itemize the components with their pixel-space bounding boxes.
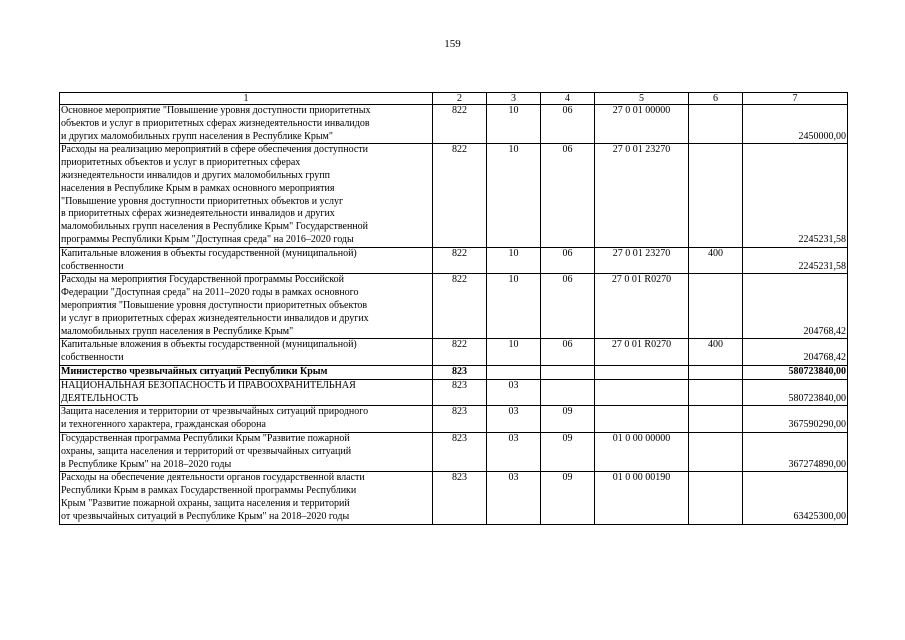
amount-cell: 580723840,00 — [743, 365, 848, 379]
amount-cell: 2245231,58 — [743, 144, 848, 247]
ministry-code-cell: 822 — [433, 247, 487, 274]
header-cell: 7 — [743, 93, 848, 105]
target-article-cell — [595, 379, 689, 406]
amount-cell: 63425300,00 — [743, 472, 848, 524]
subsection-cell: 06 — [541, 274, 595, 339]
target-article-cell: 27 0 01 R0270 — [595, 274, 689, 339]
section-cell: 03 — [487, 379, 541, 406]
expense-type-cell — [689, 432, 743, 471]
subsection-cell: 09 — [541, 432, 595, 471]
header-cell: 6 — [689, 93, 743, 105]
header-cell: 4 — [541, 93, 595, 105]
table-row — [60, 105, 848, 144]
table-row — [60, 144, 848, 247]
row-name-cell: Расходы на реализацию мероприятий в сфере обеспечения доступности приоритетных объектов и услуг в приоритетных сферах жизнедеятельности инвалидов и других маломобильных групп населения в Республике Крым в рамках основного мероприятия "Повышение уровня доступности приоритетных объектов и услуг в приоритетных сферах жизнедеятельности инвалидов и других маломобильных групп населения в Республике Крым" Государственной программы Республики Крым "Доступная среда" на 2016–2020 годы — [60, 144, 433, 247]
table-row — [60, 379, 848, 406]
row-name-cell: Министерство чрезвычайных ситуаций Республики Крым — [60, 365, 433, 379]
subsection-cell — [541, 379, 595, 406]
table-row — [60, 339, 848, 366]
section-cell: 10 — [487, 274, 541, 339]
table-row — [60, 406, 848, 433]
subsection-cell: 06 — [541, 144, 595, 247]
header-cell: 1 — [60, 93, 433, 105]
subsection-cell: 06 — [541, 105, 595, 144]
subsection-cell: 06 — [541, 247, 595, 274]
header-cell: 3 — [487, 93, 541, 105]
table-row — [60, 274, 848, 339]
table-row — [60, 365, 848, 379]
page-number: 159 — [444, 38, 461, 50]
row-name-cell: Государственная программа Республики Крым "Развитие пожарной охраны, защита населения и территорий от чрезвычайных ситуаций в Республике Крым" на 2018–2020 годы — [60, 432, 433, 471]
section-cell: 10 — [487, 105, 541, 144]
section-cell: 03 — [487, 432, 541, 471]
ministry-code-cell: 823 — [433, 472, 487, 524]
section-cell: 03 — [487, 406, 541, 433]
amount-cell: 2450000,00 — [743, 105, 848, 144]
subsection-cell: 06 — [541, 339, 595, 366]
ministry-code-cell: 823 — [433, 432, 487, 471]
expense-type-cell — [689, 105, 743, 144]
target-article-cell: 27 0 01 23270 — [595, 247, 689, 274]
ministry-code-cell: 823 — [433, 406, 487, 433]
target-article-cell: 01 0 00 00190 — [595, 472, 689, 524]
expense-type-cell — [689, 365, 743, 379]
expense-type-cell — [689, 274, 743, 339]
section-cell — [487, 365, 541, 379]
row-name-cell: Основное мероприятие "Повышение уровня доступности приоритетных объектов и услуг в приоритетных сферах жизнедеятельности инвалидов и других маломобильных групп населения в Республике Крым" — [60, 105, 433, 144]
row-name-cell: НАЦИОНАЛЬНАЯ БЕЗОПАСНОСТЬ И ПРАВООХРАНИТЕЛЬНАЯ ДЕЯТЕЛЬНОСТЬ — [60, 379, 433, 406]
ministry-code-cell: 823 — [433, 379, 487, 406]
ministry-code-cell: 822 — [433, 105, 487, 144]
subsection-cell — [541, 365, 595, 379]
target-article-cell: 27 0 01 R0270 — [595, 339, 689, 366]
ministry-code-cell: 822 — [433, 339, 487, 366]
row-name-cell: Капитальные вложения в объекты государственной (муниципальной) собственности — [60, 247, 433, 274]
subsection-cell: 09 — [541, 406, 595, 433]
amount-cell: 2245231,58 — [743, 247, 848, 274]
expense-type-cell — [689, 406, 743, 433]
target-article-cell: 27 0 01 00000 — [595, 105, 689, 144]
ministry-code-cell: 822 — [433, 144, 487, 247]
target-article-cell — [595, 406, 689, 433]
expense-type-cell — [689, 379, 743, 406]
subsection-cell: 09 — [541, 472, 595, 524]
amount-cell: 204768,42 — [743, 339, 848, 366]
amount-cell: 204768,42 — [743, 274, 848, 339]
section-cell: 03 — [487, 472, 541, 524]
expense-type-cell: 400 — [689, 247, 743, 274]
row-name-cell: Расходы на мероприятия Государственной программы Российской Федерации "Доступная среда" на 2011–2020 годы в рамках основного мероприятия "Повышение уровня доступности приоритетных объектов и услуг в приоритетных сферах жизнедеятельности инвалидов и других маломобильных групп населения в Республике Крым" — [60, 274, 433, 339]
expense-type-cell: 400 — [689, 339, 743, 366]
row-name-cell: Защита населения и территории от чрезвычайных ситуаций природного и техногенного характера, гражданская оборона — [60, 406, 433, 433]
table-row — [60, 247, 848, 274]
section-cell: 10 — [487, 339, 541, 366]
target-article-cell — [595, 365, 689, 379]
section-cell: 10 — [487, 144, 541, 247]
expense-type-cell — [689, 472, 743, 524]
budget-table — [59, 92, 848, 525]
row-name-cell: Капитальные вложения в объекты государственной (муниципальной) собственности — [60, 339, 433, 366]
amount-cell: 367274890,00 — [743, 432, 848, 471]
section-cell: 10 — [487, 247, 541, 274]
ministry-code-cell: 822 — [433, 274, 487, 339]
expense-type-cell — [689, 144, 743, 247]
amount-cell: 367590290,00 — [743, 406, 848, 433]
amount-cell: 580723840,00 — [743, 379, 848, 406]
ministry-code-cell: 823 — [433, 365, 487, 379]
row-name-cell: Расходы на обеспечение деятельности органов государственной власти Республики Крым в рамках Государственной программы Республики Крым "Развитие пожарной охраны, защита населения и территорий от чрезвычайных ситуаций в Республике Крым" на 2018–2020 годы — [60, 472, 433, 524]
header-cell: 5 — [595, 93, 689, 105]
table-row — [60, 432, 848, 471]
target-article-cell: 01 0 00 00000 — [595, 432, 689, 471]
header-cell: 2 — [433, 93, 487, 105]
target-article-cell: 27 0 01 23270 — [595, 144, 689, 247]
table-row — [60, 472, 848, 524]
header-row — [60, 93, 848, 105]
